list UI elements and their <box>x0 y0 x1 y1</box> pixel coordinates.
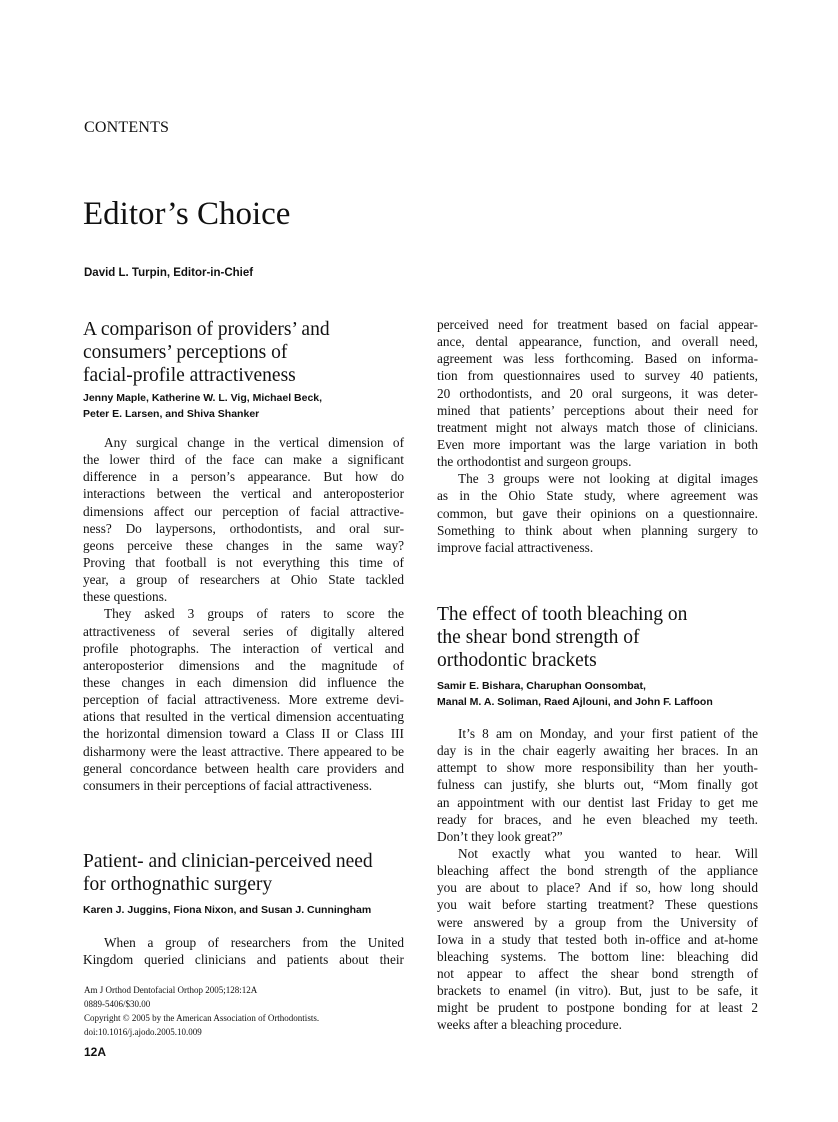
text-line: geons perceive these changes in the same way? <box>83 537 404 553</box>
article-2-continued <box>437 316 758 556</box>
text-line: dimensions affect our perception of facial attractive- <box>83 503 404 519</box>
text-line: difference in a person’s appearance. But how do <box>83 469 404 485</box>
citation-footer <box>84 983 319 1039</box>
title-line: facial-profile attractiveness <box>83 365 296 386</box>
text-line: ations that resulted in the vertical dimension accentuating <box>83 709 404 725</box>
title-line: orthodontic brackets <box>437 650 597 671</box>
text-line: profile photographs. The interaction of vertical and <box>83 640 404 656</box>
text-line: 20 orthodontists, and 20 oral surgeons, it was deter- <box>437 385 758 401</box>
text-line: improve facial attractiveness. <box>437 539 594 555</box>
author-line: Samir E. Bishara, Charuphan Oonsombat, <box>437 680 646 692</box>
article-2 <box>83 850 404 968</box>
text-line: you are about to place? And if so, how long should <box>437 880 758 896</box>
text-line: ance, dental appearance, function, and overall need, <box>437 334 758 350</box>
text-line: Don’t they look great?” <box>437 828 563 844</box>
text-line: day is in the chair eagerly awaiting her braces. In an <box>437 743 758 759</box>
text-line: mined that patients’ perceptions about their need for <box>437 402 758 418</box>
copyright-line: Copyright © 2005 by the American Association of Orthodontists. <box>84 1013 320 1023</box>
text-line: agreement was less forthcoming. Based on informa- <box>437 351 758 367</box>
text-line: you wait before starting treatment? These questions <box>437 897 758 913</box>
text-line: brackets to enamel (in vitro). But, just to be safe, it <box>437 983 758 999</box>
author-line: Karen J. Juggins, Fiona Nixon, and Susan J. Cunningham <box>83 904 372 916</box>
article-authors <box>437 679 758 710</box>
text-line: Kingdom queried clinicians and patients about their <box>83 951 404 967</box>
article-1 <box>83 318 404 794</box>
text-line: treatment might not always match those of clinicians. <box>437 419 758 435</box>
text-line: these questions. <box>83 589 168 605</box>
text-line: disharmony were the least attractive. There appeared to be <box>83 743 404 759</box>
editor-byline: David L. Turpin, Editor-in-Chief <box>84 267 254 279</box>
text-line: interactions between the vertical and anteroposterior <box>83 486 404 502</box>
text-line: attractiveness of several series of digitally altered <box>83 623 404 639</box>
article-title <box>83 850 404 896</box>
author-line: Jenny Maple, Katherine W. L. Vig, Michael Beck, <box>83 392 323 404</box>
text-line: general concordance between health care providers and <box>83 760 404 776</box>
article-title <box>83 318 404 387</box>
text-line: Iowa in a study that tested both in-office and at-home <box>437 931 758 947</box>
text-line: ness? Do laypersons, orthodontists, and oral sur- <box>83 520 404 536</box>
issn-line: 0889-5406/$30.00 <box>84 999 151 1009</box>
text-line: were answered by a group from the University of <box>437 914 758 930</box>
text-line: The 3 groups were not looking at digital images <box>458 471 758 487</box>
text-line: tion from questionnaires used to survey 40 patients, <box>437 368 758 384</box>
title-line: Patient- and clinician-perceived need <box>83 851 373 872</box>
text-line: bleaching affect the bond strength of the appliance <box>437 863 758 879</box>
text-line: Proving that football is not everything this time of <box>83 554 404 570</box>
title-line: the shear bond strength of <box>437 627 640 648</box>
text-line: weeks after a bleaching procedure. <box>437 1017 622 1033</box>
citation-line: Am J Orthod Dentofacial Orthop 2005;128:12A <box>84 985 258 995</box>
article-title <box>437 603 758 672</box>
title-line: for orthognathic surgery <box>83 874 273 895</box>
section-label: CONTENTS <box>84 119 170 136</box>
text-line: the orthodontist and surgeon groups. <box>437 454 632 470</box>
article-3 <box>437 603 758 1034</box>
text-line: these changes in each dimension did influence the <box>83 674 404 690</box>
text-line: common, but gave their opinions on a questionnaire. <box>437 505 758 521</box>
text-line: consumers in their perceptions of facial attractiveness. <box>83 777 373 793</box>
article-authors <box>83 903 404 919</box>
text-line: an appointment with our dentist last Friday to get me <box>437 794 758 810</box>
text-line: not appear to affect the shear bond strength of <box>437 965 758 981</box>
text-line: year, a group of researchers at Ohio State tackled <box>83 572 404 588</box>
author-line: Peter E. Larsen, and Shiva Shanker <box>83 407 260 420</box>
article-body <box>83 434 404 794</box>
text-line: attempt to show more responsibility than her youth- <box>437 760 758 776</box>
text-line: fulness can justify, she blurts out, “Mom finally got <box>437 777 758 793</box>
text-line: as in the Ohio State study, where agreement was <box>437 488 758 504</box>
title-line: A comparison of providers’ and <box>83 319 330 340</box>
article-body <box>437 725 758 1034</box>
text-line: Any surgical change in the vertical dimension of <box>104 435 404 450</box>
text-line: When a group of researchers from the United <box>104 934 404 950</box>
article-authors <box>83 391 404 422</box>
text-line: anteroposterior dimensions and the magnitude of <box>83 657 404 673</box>
text-line: They asked 3 groups of raters to score the <box>104 606 404 622</box>
doi-link[interactable]: doi:10.1016/j.ajodo.2005.10.009 <box>84 1027 202 1037</box>
page-number: 12A <box>84 1045 107 1059</box>
text-line: Even more important was the large variation in both <box>437 436 758 452</box>
text-line: bleaching systems. The bottom line: bleaching did <box>437 948 758 964</box>
article-body <box>83 934 404 968</box>
text-line: Something to think about when planning surgery to <box>437 522 758 538</box>
text-line: Not exactly what you wanted to hear. Will <box>458 845 758 861</box>
author-line: Manal M. A. Soliman, Raed Ajlouni, and John F. Laffoon <box>437 695 713 708</box>
text-line: It’s 8 am on Monday, and your first patient of the <box>458 726 758 741</box>
title-line: consumers’ perceptions of <box>83 342 288 363</box>
text-line: ready for braces, and he even bleached my teeth. <box>437 811 758 827</box>
text-line: the horizontal dimension toward a Class II or Class III <box>83 726 404 742</box>
title-line: The effect of tooth bleaching on <box>437 604 688 625</box>
text-line: perception of facial attractiveness. More extreme devi- <box>83 692 404 708</box>
text-line: the lower third of the face can make a significant <box>83 452 404 468</box>
page-title: Editor’s Choice <box>83 196 291 232</box>
text-line: might be prudent to postpone bonding for at least 2 <box>437 1000 758 1016</box>
text-line: perceived need for treatment based on facial appear- <box>437 317 758 332</box>
article-body <box>437 316 758 556</box>
